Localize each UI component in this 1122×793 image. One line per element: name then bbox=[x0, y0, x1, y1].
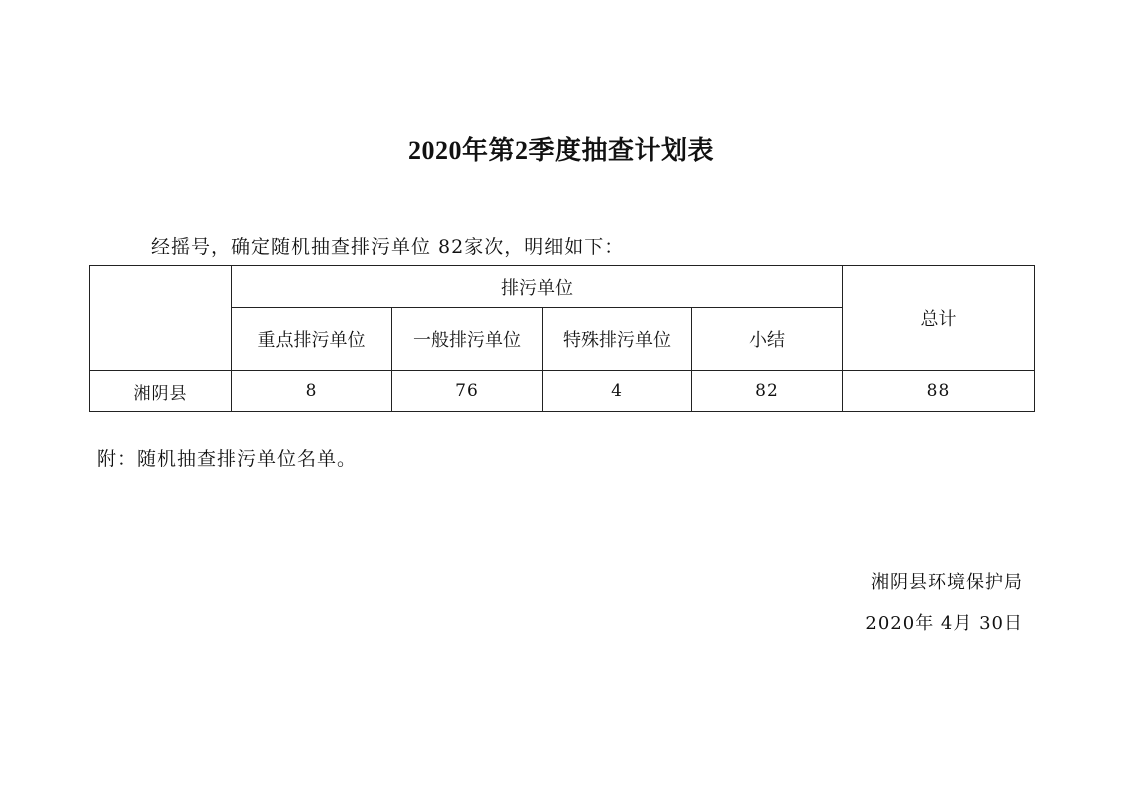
table-row bbox=[90, 371, 1035, 412]
cell-general-units: 76 bbox=[392, 371, 543, 412]
intro-text: 经摇号，确定随机抽查排污单位 82家次，明细如下： bbox=[151, 236, 625, 258]
cell-key-units: 8 bbox=[232, 371, 392, 412]
header-general-units: 一般排污单位 bbox=[392, 308, 543, 371]
document-title: 2020年第2季度抽查计划表 bbox=[407, 136, 714, 165]
inspection-plan-table bbox=[89, 265, 1035, 412]
header-special-units: 特殊排污单位 bbox=[543, 308, 692, 371]
cell-total: 88 bbox=[843, 371, 1035, 412]
total-header: 总计 bbox=[843, 266, 1035, 371]
cell-subtotal: 82 bbox=[692, 371, 843, 412]
row-region: 湘阴县 bbox=[90, 371, 232, 412]
attachment-note: 附：随机抽查排污单位名单。 bbox=[97, 448, 358, 470]
header-key-units: 重点排污单位 bbox=[232, 308, 392, 371]
header-subtotal: 小结 bbox=[692, 308, 843, 371]
cell-special-units: 4 bbox=[543, 371, 692, 412]
table-corner-cell bbox=[90, 266, 232, 371]
issue-date: 2020年 4月 30日 bbox=[865, 613, 1023, 634]
issuing-agency: 湘阴县环境保护局 bbox=[871, 572, 1023, 593]
group-header-pollutant-units: 排污单位 bbox=[232, 266, 843, 308]
